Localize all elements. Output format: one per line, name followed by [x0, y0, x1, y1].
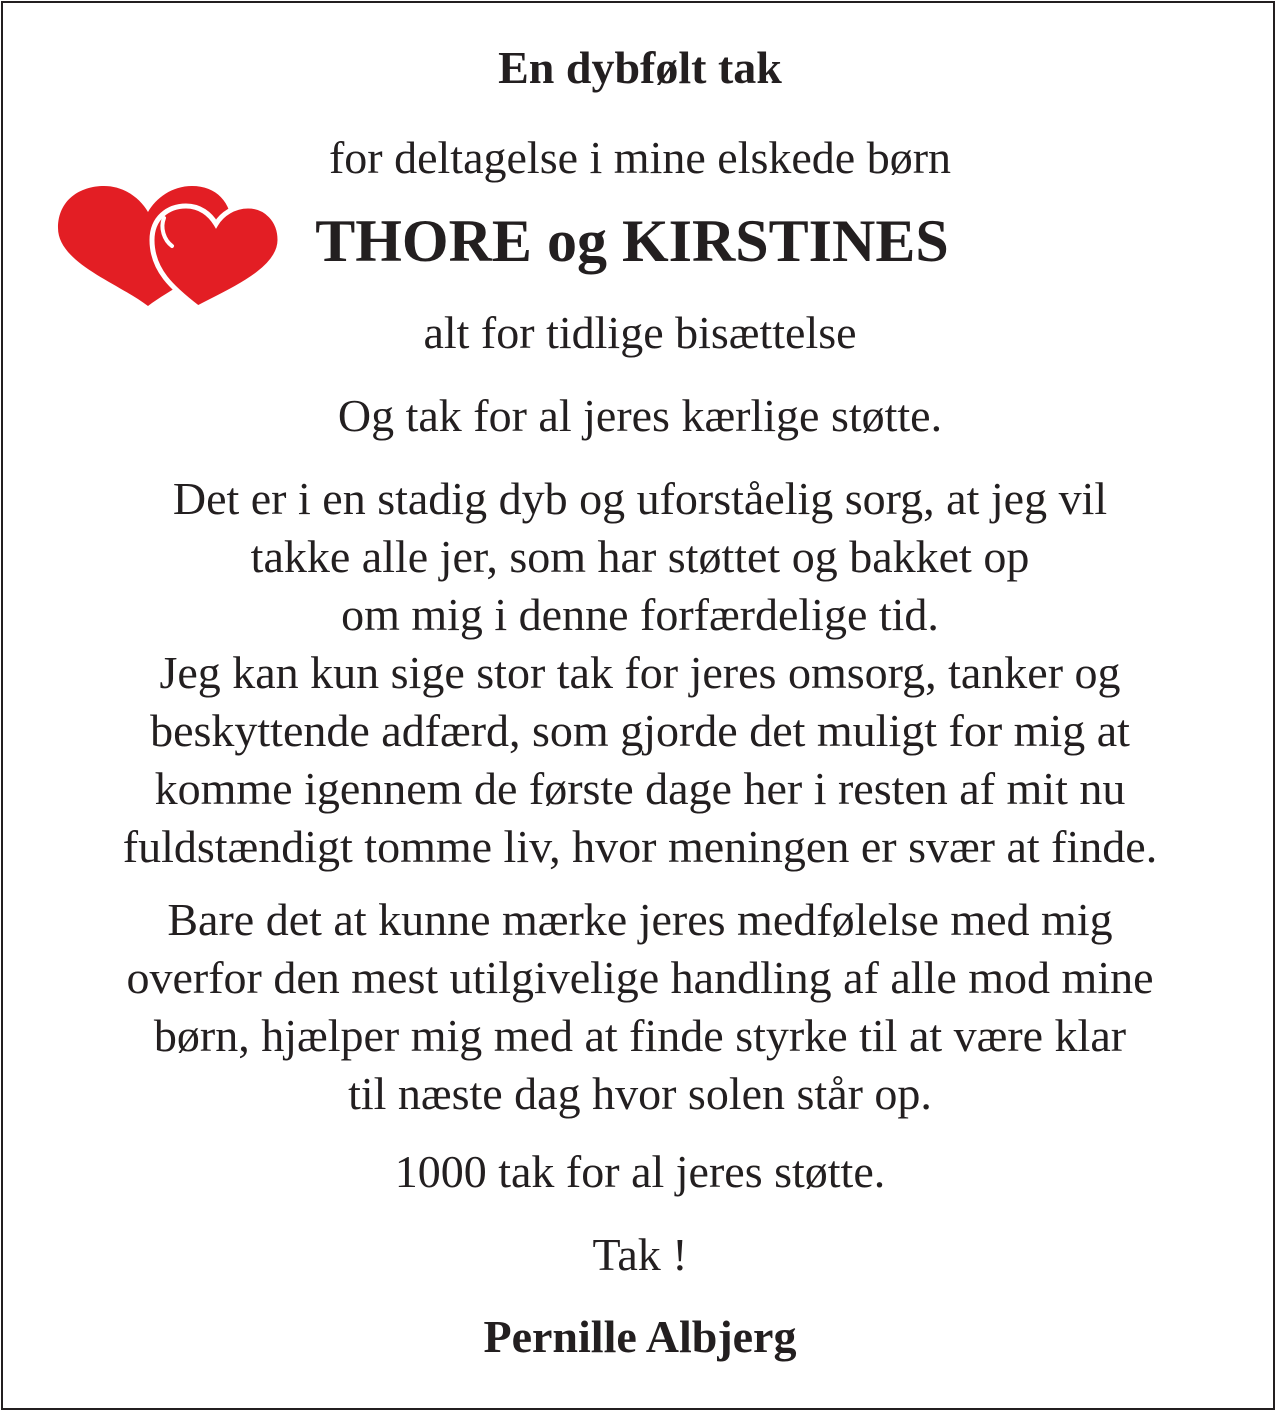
paragraph1-line-3: om mig i denne forfærdelige tid.: [341, 589, 939, 640]
thanks-1000-line: 1000 tak for al jeres støtte.: [394, 1146, 886, 1197]
notice-heading: En dybfølt tak: [498, 42, 782, 93]
paragraph1-line-7: fuldstændigt tomme liv, hvor meningen er svær at finde.: [122, 821, 1158, 872]
names-title: THORE og KIRSTINES: [315, 208, 949, 274]
paragraph2-line-1: Bare det at kunne mærke jeres medfølelse med mig: [167, 894, 1113, 945]
paragraph1-line-1: Det er i en stadig dyb og uforståelig sorg, at jeg vil: [172, 473, 1108, 524]
paragraph1-line-5: beskyttende adfærd, som gjorde det muligt for mig at: [150, 705, 1130, 756]
paragraph2-line-4: til næste dag hvor solen står op.: [348, 1068, 932, 1119]
paragraph2-line-3: børn, hjælper mig med at finde styrke til at være klar: [153, 1010, 1127, 1061]
intro-line: for deltagelse i mine elskede børn: [328, 132, 952, 183]
tak-line: Tak !: [592, 1229, 688, 1280]
after-names-line: alt for tidlige bisættelse: [423, 307, 857, 358]
signature: Pernille Albjerg: [483, 1311, 797, 1362]
thanks-line: Og tak for al jeres kærlige støtte.: [337, 390, 943, 441]
paragraph2-line-2: overfor den mest utilgivelige handling af alle mod mine: [126, 952, 1154, 1003]
paragraph1-line-4: Jeg kan kun sige stor tak for jeres omsorg, tanker og: [159, 647, 1121, 698]
paragraph1-line-2: takke alle jer, som har støttet og bakket op: [250, 531, 1030, 582]
paragraph1-line-6: komme igennem de første dage her i resten af mit nu: [154, 763, 1126, 814]
